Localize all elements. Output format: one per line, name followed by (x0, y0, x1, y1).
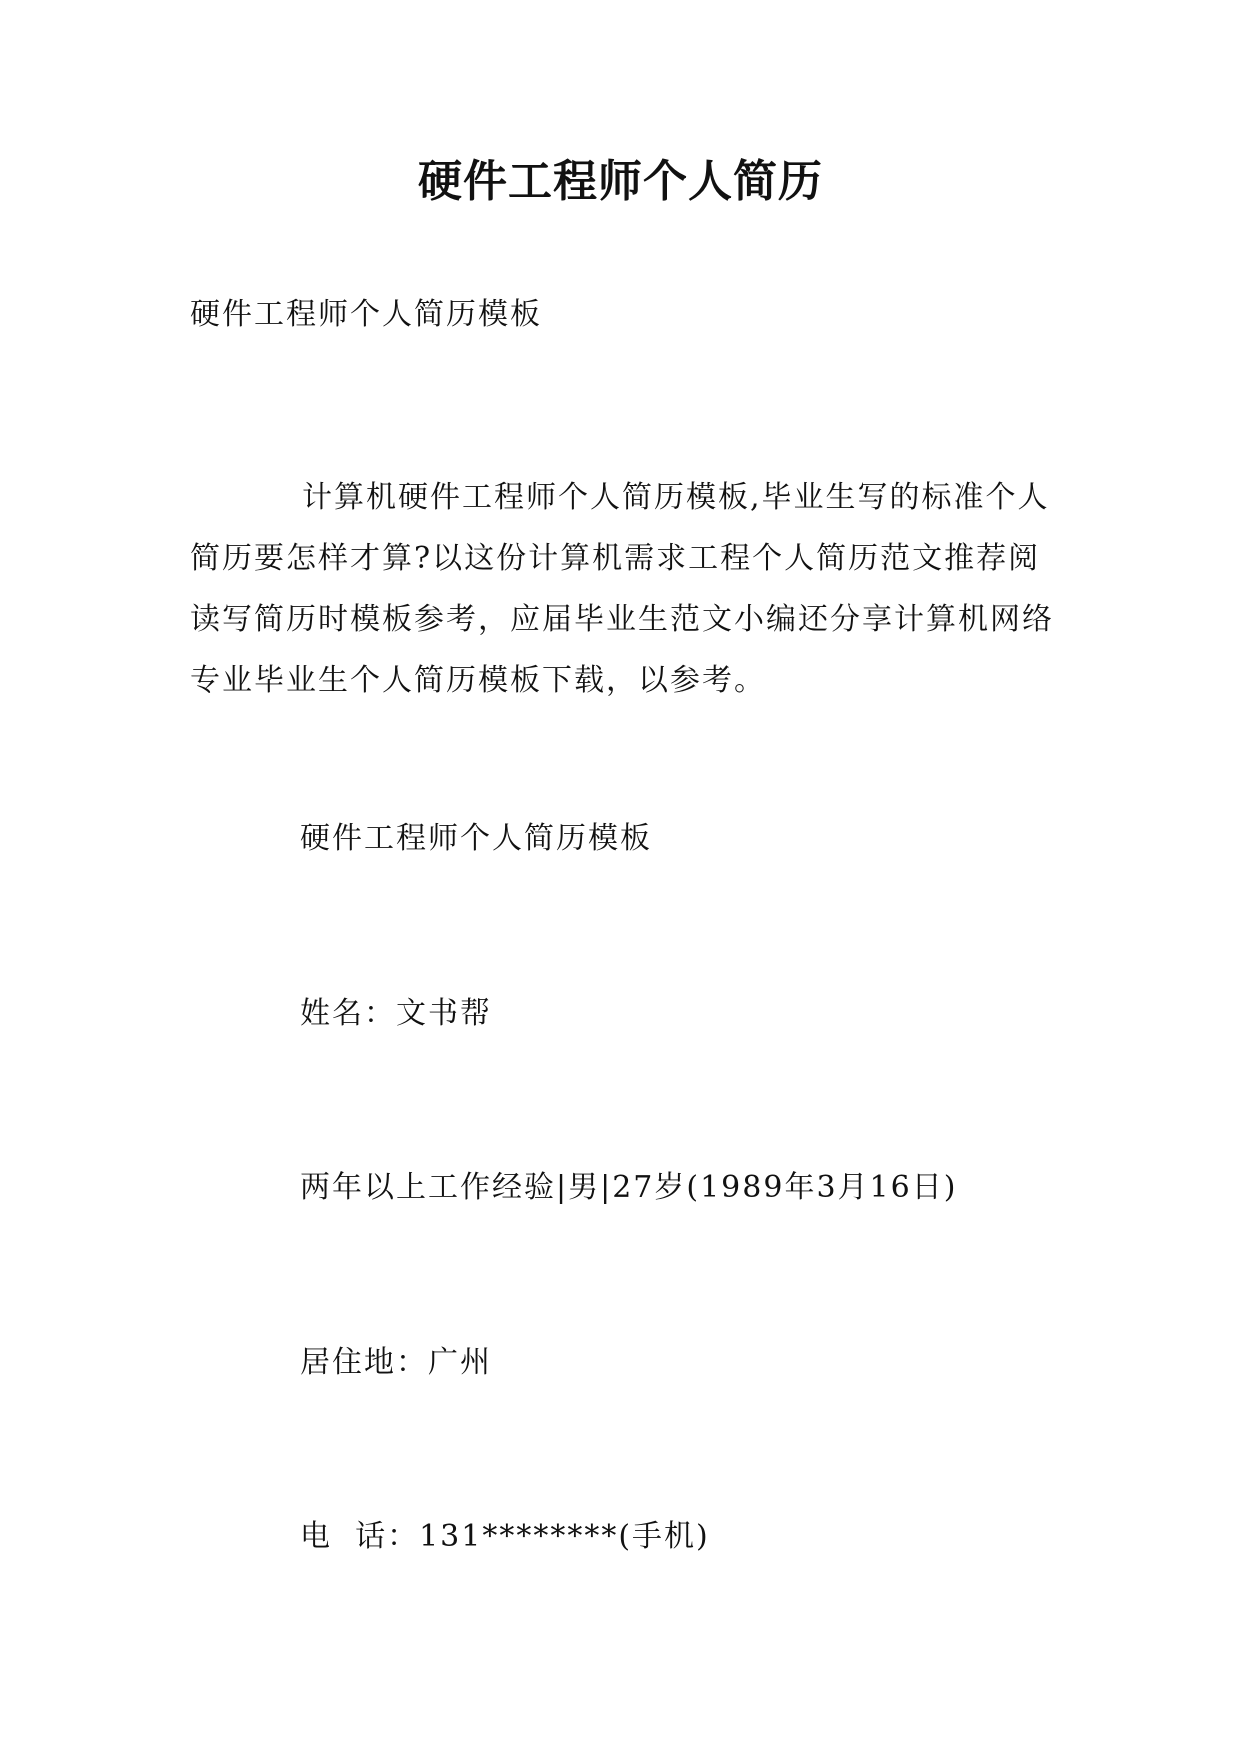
resume-heading-line: 硬件工程师个人简历模板 (300, 821, 652, 856)
intro-paragraph: 计算机硬件工程师个人简历模板,毕业生写的标准个人简历要怎样才算?以这份计算机需求工程个人简历范文推荐阅读写简历时模板参考，应届毕业生范文小编还分享计算机网络专业毕业生个人简历模板下载，以参考。 (190, 480, 1054, 698)
experience-line: 两年以上工作经验|男|27岁(1989年3月16日) (300, 1170, 958, 1205)
phone-line: 电 话：131********(手机) (300, 1519, 710, 1554)
document-title: 硬件工程师个人简历 (418, 156, 823, 207)
residence-line: 居住地：广州 (300, 1345, 492, 1380)
name-line: 姓名：文书帮 (300, 996, 492, 1031)
document-subtitle: 硬件工程师个人简历模板 (190, 297, 542, 332)
